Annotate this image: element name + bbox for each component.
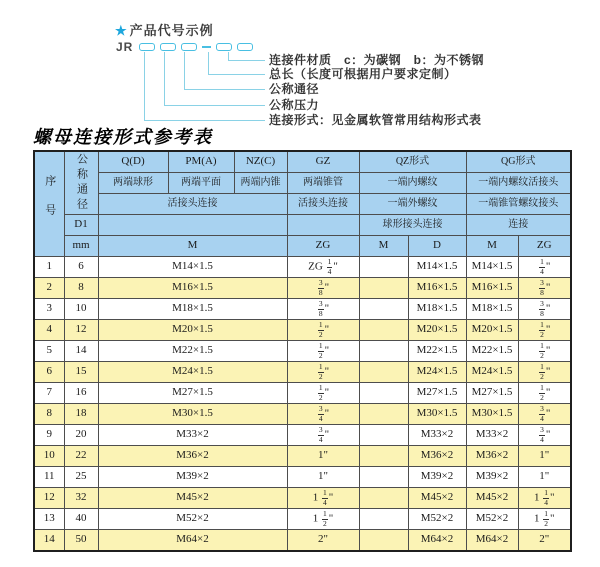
cell-qg_zg: $\frac{3}{4}$ " [518,425,571,446]
connector-line [208,74,265,75]
header-zg: ZG [287,236,359,257]
cell-qz_m [359,278,408,299]
cell-m: M14×1.5 [98,257,287,278]
header-union-connection: 活接头连接 [98,194,287,215]
cell-seq: 6 [34,362,64,383]
cell-qg_zg: $\frac{1}{4}$ " [518,257,571,278]
cell-seq: 14 [34,530,64,552]
cell-qg_zg: $\frac{3}{8}$ " [518,299,571,320]
cell-dn: 16 [64,383,98,404]
code-box-1 [139,43,155,51]
cell-qz_m [359,257,408,278]
table-row [34,257,571,278]
header-qg-desc2: 一端锥管螺纹接头 [466,194,571,215]
cell-qg_zg: $\frac{1}{2}$ " [518,362,571,383]
cell-qg_m: M33×2 [466,425,518,446]
cell-seq: 10 [34,446,64,467]
cell-qg_m: M36×2 [466,446,518,467]
cell-m: M24×1.5 [98,362,287,383]
table-row [34,299,571,320]
cell-gz: ZG $\frac{1}{4}$ " [287,257,359,278]
connector-line [164,105,265,106]
cell-gz: $\frac{3}{8}$ " [287,299,359,320]
header-col-qz: QZ形式 [359,151,466,173]
cell-dn: 40 [64,509,98,530]
cell-m: M18×1.5 [98,299,287,320]
header-dn: 公称通径 [64,151,98,215]
table-row [34,425,571,446]
cell-seq: 1 [34,257,64,278]
cell-qg_zg: 1 $\frac{1}{4}$ " [518,488,571,509]
cell-qz_d: M27×1.5 [408,383,466,404]
cell-qg_zg: $\frac{1}{2}$ " [518,341,571,362]
cell-gz: $\frac{1}{2}$ " [287,320,359,341]
code-label-pressure: 公称压力 [269,98,320,112]
connector-line [228,52,229,60]
cell-qg_m: M52×2 [466,509,518,530]
cell-seq: 7 [34,383,64,404]
cell-m: M52×2 [98,509,287,530]
cell-qz_m [359,320,408,341]
cell-dn: 20 [64,425,98,446]
code-label-diameter: 公称通径 [269,82,320,96]
cell-m: M33×2 [98,425,287,446]
cell-qg_m: M18×1.5 [466,299,518,320]
header-qz-desc3: 球形接头连接 [359,215,466,236]
diagram-title-text: 产品代号示例 [129,23,214,38]
cell-gz: 1 $\frac{1}{2}$ " [287,509,359,530]
cell-qg_m: M64×2 [466,530,518,552]
cell-qz_d: M22×1.5 [408,341,466,362]
table-row [34,383,571,404]
cell-qz_m [359,362,408,383]
cell-dn: 50 [64,530,98,552]
cell-qg_m: M22×1.5 [466,341,518,362]
cell-dn: 18 [64,404,98,425]
cell-qg_m: M20×1.5 [466,320,518,341]
code-dash [202,46,211,48]
cell-seq: 5 [34,341,64,362]
cell-m: M64×2 [98,530,287,552]
table-row [34,509,571,530]
cell-dn: 6 [64,257,98,278]
code-box-5 [237,43,253,51]
header-col-pm: PM(A) [168,151,234,173]
cell-qz_d: M39×2 [408,467,466,488]
table-row [34,278,571,299]
header-d1: D1 [64,215,98,236]
cell-qg_zg: $\frac{3}{8}$ " [518,278,571,299]
cell-m: M16×1.5 [98,278,287,299]
diagram-title [115,20,214,39]
cell-qg_zg: $\frac{3}{4}$ " [518,404,571,425]
header-seq: 序号 [34,151,64,257]
cell-dn: 15 [64,362,98,383]
header-col-gz: GZ [287,151,359,173]
cell-qg_m: M24×1.5 [466,362,518,383]
header-gz-connection: 活接头连接 [287,194,359,215]
table-row [34,341,571,362]
cell-qz_d: M16×1.5 [408,278,466,299]
cell-qz_m [359,467,408,488]
code-label-connection: 连接形式：见金属软管常用结构形式表 [269,113,482,127]
cell-qg_zg: 1" [518,446,571,467]
cell-gz: 1 $\frac{1}{4}$ " [287,488,359,509]
cell-gz: $\frac{1}{2}$ " [287,383,359,404]
header-col-qg: QG形式 [466,151,571,173]
header-col-nz: NZ(C) [234,151,287,173]
cell-seq: 4 [34,320,64,341]
header-qz-d: D [408,236,466,257]
cell-m: M30×1.5 [98,404,287,425]
cell-seq: 9 [34,425,64,446]
table-row [34,362,571,383]
table-row [34,404,571,425]
code-box-3 [181,43,197,51]
cell-qz_d: M52×2 [408,509,466,530]
cell-qg_zg: 2" [518,530,571,552]
star-icon: ★ [115,23,128,38]
cell-qz_d: M14×1.5 [408,257,466,278]
cell-qz_m [359,425,408,446]
header-mm: mm [64,236,98,257]
cell-gz: $\frac{1}{2}$ " [287,362,359,383]
table-title: 螺母连接形式参考表 [33,127,213,148]
cell-gz: 1" [287,446,359,467]
cell-dn: 12 [64,320,98,341]
cell-qg_m: M27×1.5 [466,383,518,404]
cell-qg_m: M45×2 [466,488,518,509]
cell-qg_m: M39×2 [466,467,518,488]
cell-qg_m: M30×1.5 [466,404,518,425]
code-box-2 [160,43,176,51]
cell-gz: $\frac{1}{2}$ " [287,341,359,362]
cell-seq: 12 [34,488,64,509]
table-header [34,151,571,257]
header-pm-desc: 两端平面 [168,173,234,194]
cell-qz_m [359,488,408,509]
header-qg-zg: ZG [518,236,571,257]
header-qg-desc1: 一端内螺纹活接头 [466,173,571,194]
connector-line [228,60,265,61]
table-row [34,530,571,552]
cell-qg_zg: $\frac{1}{2}$ " [518,320,571,341]
cell-qz_m [359,509,408,530]
cell-qz_d: M45×2 [408,488,466,509]
code-prefix: JR [116,40,134,54]
table-row [34,488,571,509]
cell-qz_m [359,383,408,404]
header-gz-desc: 两端锥管 [287,173,359,194]
header-qz-m: M [359,236,408,257]
connector-line [184,89,265,90]
connector-line [144,52,145,120]
cell-gz: $\frac{3}{4}$ " [287,425,359,446]
header-blank [98,215,287,236]
connector-line [184,52,185,89]
header-q-desc: 两端球形 [98,173,168,194]
cell-gz: $\frac{3}{4}$ " [287,404,359,425]
cell-qz_d: M20×1.5 [408,320,466,341]
cell-qz_d: M30×1.5 [408,404,466,425]
header-m: M [98,236,287,257]
cell-m: M45×2 [98,488,287,509]
cell-qg_zg: 1 $\frac{1}{2}$ " [518,509,571,530]
connector-line [144,120,265,121]
nut-connection-reference-table [33,150,572,552]
cell-m: M22×1.5 [98,341,287,362]
cell-seq: 8 [34,404,64,425]
table-row [34,320,571,341]
cell-m: M39×2 [98,467,287,488]
code-boxes-row [116,42,258,52]
header-blank [287,215,359,236]
cell-dn: 14 [64,341,98,362]
cell-gz: 1" [287,467,359,488]
cell-qz_m [359,446,408,467]
cell-seq: 11 [34,467,64,488]
header-qz-desc1: 一端内螺纹 [359,173,466,194]
cell-qz_d: M24×1.5 [408,362,466,383]
cell-dn: 8 [64,278,98,299]
cell-qz_m [359,530,408,552]
cell-seq: 3 [34,299,64,320]
code-label-material: 连接件材质 c：为碳钢 b：为不锈钢 [269,53,485,67]
cell-qz_m [359,299,408,320]
cell-qg_m: M16×1.5 [466,278,518,299]
cell-dn: 25 [64,467,98,488]
cell-gz: $\frac{3}{8}$ " [287,278,359,299]
cell-dn: 22 [64,446,98,467]
cell-qg_zg: 1" [518,467,571,488]
cell-seq: 13 [34,509,64,530]
header-qg-m: M [466,236,518,257]
cell-m: M20×1.5 [98,320,287,341]
cell-qz_m [359,404,408,425]
code-box-4 [216,43,232,51]
connector-line [208,52,209,74]
table-row [34,467,571,488]
cell-qz_d: M64×2 [408,530,466,552]
cell-seq: 2 [34,278,64,299]
cell-qz_d: M33×2 [408,425,466,446]
cell-qz_d: M18×1.5 [408,299,466,320]
cell-qg_zg: $\frac{1}{2}$ " [518,383,571,404]
cell-m: M36×2 [98,446,287,467]
header-qg-desc3: 连接 [466,215,571,236]
table-body [34,257,571,552]
cell-qg_m: M14×1.5 [466,257,518,278]
cell-dn: 32 [64,488,98,509]
header-qz-desc2: 一端外螺纹 [359,194,466,215]
code-label-length: 总长（长度可根据用户要求定制） [269,67,457,81]
cell-qz_m [359,341,408,362]
header-nz-desc: 两端内锥 [234,173,287,194]
table-row [34,446,571,467]
cell-dn: 10 [64,299,98,320]
cell-qz_d: M36×2 [408,446,466,467]
header-col-q: Q(D) [98,151,168,173]
connector-line [164,52,165,105]
cell-gz: 2" [287,530,359,552]
cell-m: M27×1.5 [98,383,287,404]
